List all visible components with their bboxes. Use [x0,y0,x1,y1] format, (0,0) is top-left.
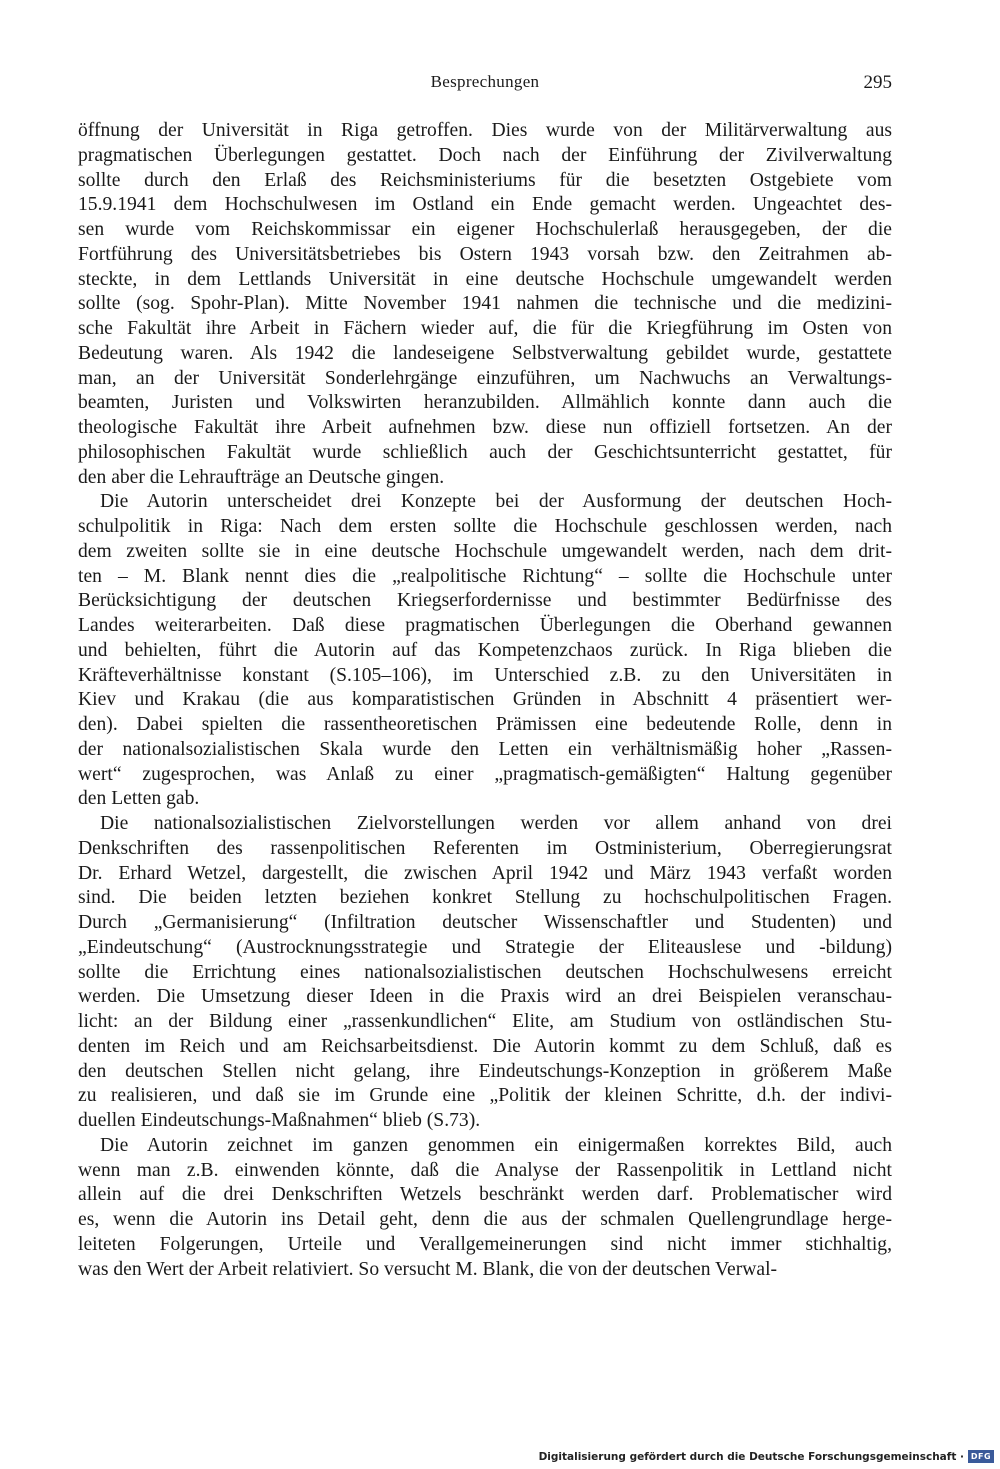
text-line: Berücksichtigung der deutschen Kriegserfordernisse und bestimmter Bedürfnisse des [78,590,892,612]
text-line: wenn man z.B. einwenden könnte, daß die Analyse der Rassenpolitik in Lettland nicht [78,1159,892,1181]
text-line: öffnung der Universität in Riga getroffen. Dies wurde von der Militärverwaltung aus [78,120,892,141]
text-line: sollte durch den Erlaß des Reichsministeriums für die besetzten Ostgebiete vom [78,169,892,191]
text-line: sche Fakultät ihre Arbeit in Fächern wieder auf, die für die Kriegführung im Osten von [78,318,892,339]
text-line: Kiev und Krakau (die aus komparatistischen Gründen in Abschnitt 4 präsentiert wer- [78,689,892,711]
text-line: der nationalsozialistischen Skala wurde den Letten ein verhältnismäßig hoher „Rassen- [78,738,892,760]
text-line: sollte die Errichtung eines nationalsozialistischen deutschen Hochschulwesens erreicht [78,961,892,983]
paragraph [78,119,892,490]
text-line: dem zweiten sollte sie in eine deutsche Hochschule umgewandelt werden, nach dem drit- [78,540,892,562]
text-line: den). Dabei spielten die rassentheoretischen Prämissen eine bedeutende Rolle, denn in [78,714,892,735]
text-line: schulpolitik in Riga: Nach dem ersten sollte die Hochschule geschlossen werden, nach [78,516,892,537]
digitization-footer [539,1450,994,1463]
text-line: „Eindeutschung“ (Austrocknungsstrategie und Strategie der Eliteauslese und -bildung) [78,936,892,958]
text-line: steckte, in dem Lettlands Universität in eine deutsche Hochschule umgewandelt werden [78,268,892,290]
text-line: was den Wert der Arbeit relativiert. So versucht M. Blank, die von der deutschen Verwal- [78,1258,778,1280]
dfg-logo-icon: DFG [968,1450,994,1463]
text-line: Denkschriften des rassenpolitischen Referenten im Ostministerium, Oberregierungsrat [78,837,892,859]
text-line: leiteten Folgerungen, Urteile und Verallgemeinerungen sind nicht immer stichhaltig, [78,1233,892,1255]
text-line: Durch „Germanisierung“ (Infiltration deutscher Wissenschaftler und Studenten) und [78,912,892,933]
text-line: Fortführung des Universitätsbetriebes bis Ostern 1943 vorsah bzw. den Zeitrahmen ab- [78,243,892,265]
paragraph [78,490,892,812]
text-line: sind. Die beiden letzten beziehen konkret Stellung zu hochschulpolitischen Fragen. [78,887,892,909]
paragraph [78,1134,892,1283]
text-line: licht: an der Bildung einer „rassenkundlichen“ Elite, am Studium von ostländischen Stu- [78,1011,892,1032]
text-line: sen wurde vom Reichskommissar ein eigener Hochschulerlaß herausgegeben, der die [78,219,892,240]
text-line: pragmatischen Überlegungen gestattet. Doch nach der Einführung der Zivilverwaltung [78,144,892,166]
text-line: zu realisieren, und daß sie im Grunde eine „Politik der kleinen Schritte, d.h. der indivi- [78,1085,892,1107]
text-line: man, an der Universität Sonderlehrgänge einzuführen, um Nachwuchs an Verwaltungs- [78,367,892,389]
text-line: Die Autorin unterscheidet drei Konzepte bei der Ausformung der deutschen Hoch- [100,491,892,513]
review-body-text [78,119,892,1282]
text-line: duellen Eindeutschungs-Maßnahmen“ blieb (S.73). [78,1110,481,1131]
text-line: werden. Die Umsetzung dieser Ideen in die Praxis wird an drei Beispielen veranschau- [78,986,892,1008]
text-line: beamten, Juristen und Volkswirten heranzubilden. Allmählich konnte dann auch die [78,392,892,414]
text-line: 15.9.1941 dem Hochschulwesen im Ostland ein Ende gemacht werden. Ungeachtet des- [78,194,892,216]
running-head: Besprechungen [430,72,540,91]
text-line: den Letten gab. [78,788,200,810]
paragraph [78,812,892,1134]
text-line: den aber die Lehraufträge an Deutsche gingen. [78,466,445,488]
text-line: Dr. Erhard Wetzel, dargestellt, die zwischen April 1942 und März 1943 verfaßt worden [78,862,892,884]
text-line: Kräfteverhältnisse konstant (S.105–106), im Unterschied z.B. zu den Universitäten in [78,664,892,686]
text-line: Landes weiterarbeiten. Daß diese pragmatischen Überlegungen die Oberhand gewannen [78,615,892,636]
text-line: Bedeutung waren. Als 1942 die landeseigene Selbstverwaltung gebildet wurde, gestattete [78,342,892,364]
text-line: philosophischen Fakultät wurde schließlich auch der Geschichtsunterricht gestattet, für [78,441,892,463]
page-number: 295 [863,72,892,93]
text-line: und behielten, führt die Autorin auf das Kompetenzchaos zurück. In Riga blieben die [78,639,892,661]
text-line: ten – M. Blank nennt dies die „realpolitische Richtung“ – sollte die Hochschule unter [78,565,892,587]
funding-note: Digitalisierung gefördert durch die Deutsche Forschungsgemeinschaft · [538,1450,964,1463]
text-line: den deutschen Stellen nicht gelang, ihre Eindeutschungs-Konzeption in größerem Maße [78,1060,892,1082]
text-line: denten im Reich und am Reichsarbeitsdienst. Die Autorin kommt zu dem Schluß, daß es [78,1035,892,1057]
text-line: es, wenn die Autorin ins Detail geht, denn die aus der schmalen Quellengrundlage herge- [78,1209,892,1230]
text-line: theologische Fakultät ihre Arbeit aufnehmen bzw. diese nun offiziell fortsetzen. An der [78,417,892,438]
page-header [78,72,892,96]
text-line: wert“ zugesprochen, was Anlaß zu einer „pragmatisch-gemäßigten“ Haltung gegenüber [78,763,892,785]
text-line: allein auf die drei Denkschriften Wetzels beschränkt werden darf. Problematischer wird [78,1184,892,1206]
text-line: sollte (sog. Spohr-Plan). Mitte November 1941 nahmen die technische und die medizini- [78,293,892,315]
text-line: Die nationalsozialistischen Zielvorstellungen werden vor allem anhand von drei [100,813,892,834]
text-line: Die Autorin zeichnet im ganzen genommen ein einigermaßen korrektes Bild, auch [100,1134,892,1156]
